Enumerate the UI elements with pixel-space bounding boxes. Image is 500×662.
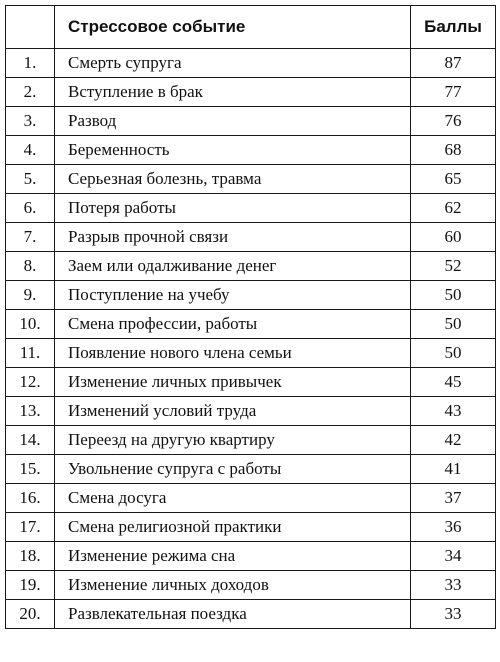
table-row xyxy=(6,571,496,600)
header-number xyxy=(6,6,55,49)
stress-events-table xyxy=(5,5,496,629)
row-event: Потеря работы xyxy=(55,194,411,223)
row-number: 16. xyxy=(6,484,55,513)
row-event: Вступление в брак xyxy=(55,78,411,107)
row-event: Изменений условий труда xyxy=(55,397,411,426)
row-score: 60 xyxy=(411,223,496,252)
row-number: 9. xyxy=(6,281,55,310)
row-event: Появление нового члена семьи xyxy=(55,339,411,368)
row-event: Поступление на учебу xyxy=(55,281,411,310)
row-score: 43 xyxy=(411,397,496,426)
row-score: 50 xyxy=(411,310,496,339)
row-number: 18. xyxy=(6,542,55,571)
row-number: 13. xyxy=(6,397,55,426)
table-row xyxy=(6,600,496,629)
table-body xyxy=(6,49,496,629)
row-number: 1. xyxy=(6,49,55,78)
row-event: Смена религиозной практики xyxy=(55,513,411,542)
table-row xyxy=(6,252,496,281)
row-score: 62 xyxy=(411,194,496,223)
row-event: Беременность xyxy=(55,136,411,165)
row-number: 17. xyxy=(6,513,55,542)
row-score: 50 xyxy=(411,281,496,310)
row-number: 10. xyxy=(6,310,55,339)
row-score: 41 xyxy=(411,455,496,484)
row-score: 76 xyxy=(411,107,496,136)
row-score: 50 xyxy=(411,339,496,368)
row-score: 37 xyxy=(411,484,496,513)
row-score: 33 xyxy=(411,600,496,629)
row-event: Разрыв прочной связи xyxy=(55,223,411,252)
row-number: 19. xyxy=(6,571,55,600)
row-number: 6. xyxy=(6,194,55,223)
row-event: Увольнение супруга с работы xyxy=(55,455,411,484)
row-number: 4. xyxy=(6,136,55,165)
row-event: Смерть супруга xyxy=(55,49,411,78)
row-number: 8. xyxy=(6,252,55,281)
row-event: Серьезная болезнь, травма xyxy=(55,165,411,194)
row-number: 11. xyxy=(6,339,55,368)
row-score: 42 xyxy=(411,426,496,455)
table-header-row xyxy=(6,6,496,49)
row-score: 77 xyxy=(411,78,496,107)
header-event: Стрессовое событие xyxy=(55,6,411,49)
table-row xyxy=(6,484,496,513)
table-row xyxy=(6,339,496,368)
table-row xyxy=(6,455,496,484)
table-row xyxy=(6,49,496,78)
row-number: 5. xyxy=(6,165,55,194)
table-row xyxy=(6,107,496,136)
table-row xyxy=(6,310,496,339)
table-row xyxy=(6,194,496,223)
row-event: Изменение личных привычек xyxy=(55,368,411,397)
row-score: 68 xyxy=(411,136,496,165)
table-row xyxy=(6,281,496,310)
row-score: 52 xyxy=(411,252,496,281)
row-score: 33 xyxy=(411,571,496,600)
stress-events-table-container xyxy=(5,5,495,629)
row-number: 20. xyxy=(6,600,55,629)
table-row xyxy=(6,78,496,107)
table-row xyxy=(6,368,496,397)
row-number: 12. xyxy=(6,368,55,397)
table-row xyxy=(6,223,496,252)
row-event: Смена профессии, работы xyxy=(55,310,411,339)
row-event: Развод xyxy=(55,107,411,136)
header-score: Баллы xyxy=(411,6,496,49)
table-row xyxy=(6,542,496,571)
row-score: 36 xyxy=(411,513,496,542)
row-score: 87 xyxy=(411,49,496,78)
row-score: 34 xyxy=(411,542,496,571)
row-number: 7. xyxy=(6,223,55,252)
table-row xyxy=(6,165,496,194)
row-number: 15. xyxy=(6,455,55,484)
row-number: 14. xyxy=(6,426,55,455)
row-event: Смена досуга xyxy=(55,484,411,513)
table-row xyxy=(6,136,496,165)
row-number: 3. xyxy=(6,107,55,136)
row-event: Переезд на другую квартиру xyxy=(55,426,411,455)
table-row xyxy=(6,426,496,455)
table-row xyxy=(6,513,496,542)
row-event: Развлекательная поездка xyxy=(55,600,411,629)
row-event: Изменение личных доходов xyxy=(55,571,411,600)
row-number: 2. xyxy=(6,78,55,107)
row-score: 45 xyxy=(411,368,496,397)
row-event: Заем или одалживание денег xyxy=(55,252,411,281)
row-score: 65 xyxy=(411,165,496,194)
table-row xyxy=(6,397,496,426)
row-event: Изменение режима сна xyxy=(55,542,411,571)
